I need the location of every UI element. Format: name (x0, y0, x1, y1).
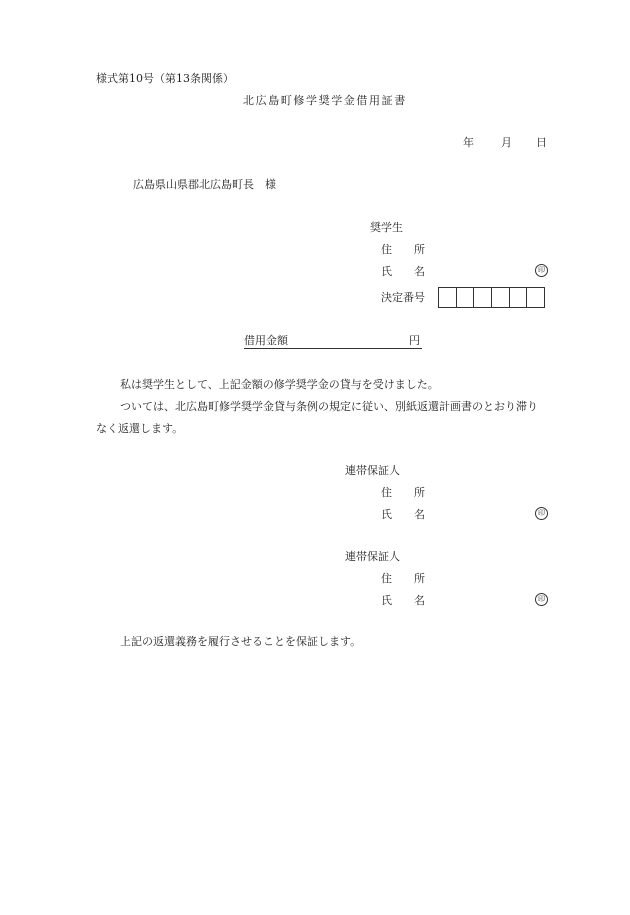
guarantor-2-heading: 連帯保証人 (345, 550, 400, 563)
loan-amount-underline[interactable] (244, 348, 422, 349)
date-month: 月 (501, 136, 512, 149)
decision-number-box[interactable] (439, 288, 457, 307)
student-name-label: 氏 名 (381, 265, 425, 278)
guarantor-1-address-label: 住 所 (381, 486, 425, 499)
loan-amount-unit: 円 (409, 334, 420, 347)
guarantor-1-heading: 連帯保証人 (345, 464, 400, 477)
decision-number-box[interactable] (457, 288, 475, 307)
addressee: 広島県山県郡北広島町長 様 (133, 178, 276, 191)
decision-number-boxes[interactable] (438, 287, 545, 308)
loan-amount-label: 借用金額 (244, 334, 288, 347)
student-heading: 奨学生 (370, 221, 403, 234)
guarantor-2-seal-mark: 印 (535, 593, 548, 606)
document-title: 北広島町修学奨学金借用証書 (243, 94, 407, 107)
student-address-label: 住 所 (381, 243, 425, 256)
guarantee-statement: 上記の返還義務を履行させることを保証します。 (120, 635, 362, 648)
decision-number-box[interactable] (510, 288, 528, 307)
guarantor-2-name-label: 氏 名 (381, 594, 425, 607)
form-number: 様式第10号（第13条関係） (96, 72, 234, 85)
body-text-line3: なく返還します。 (96, 422, 184, 435)
decision-number-label: 決定番号 (381, 291, 425, 304)
decision-number-box[interactable] (492, 288, 510, 307)
decision-number-box[interactable] (527, 288, 544, 307)
body-text-line2: ついては、北広島町修学奨学金貸与条例の規定に従い、別紙返還計画書のとおり滞り (120, 400, 538, 413)
date-year: 年 (463, 136, 474, 149)
guarantor-2-address-label: 住 所 (381, 572, 425, 585)
guarantor-1-name-label: 氏 名 (381, 508, 425, 521)
date-day: 日 (536, 136, 547, 149)
guarantor-1-seal-mark: 印 (535, 507, 548, 520)
student-seal-mark: 印 (535, 264, 548, 277)
body-text-line1: 私は奨学生として、上記金額の修学奨学金の貸与を受けました。 (120, 378, 439, 391)
decision-number-box[interactable] (474, 288, 492, 307)
